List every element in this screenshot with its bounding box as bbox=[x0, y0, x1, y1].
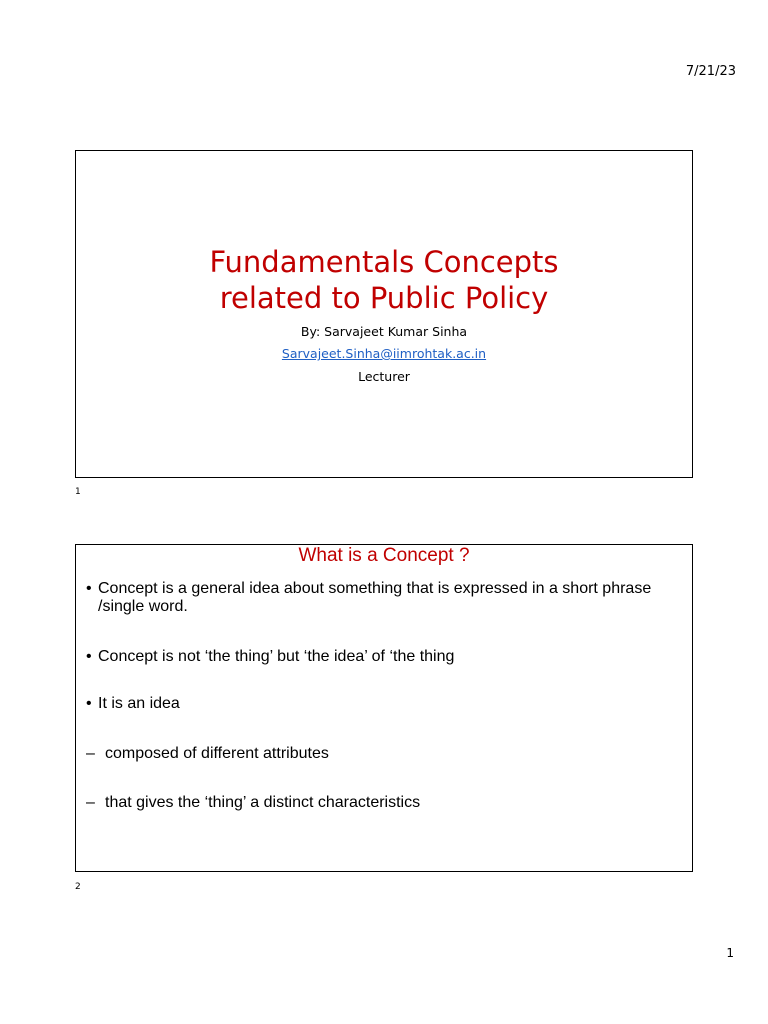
author-role: Lecturer bbox=[358, 369, 410, 384]
sub-item-text: composed of different attributes bbox=[105, 745, 329, 762]
slide-1-title bbox=[76, 244, 692, 316]
bullet-text: Concept is not ‘the thing’ but ‘the idea’ of ‘the thing bbox=[98, 648, 455, 665]
sub-item bbox=[86, 745, 672, 763]
bullet-text: Concept is a general idea about something that is expressed in a short phrase /single word. bbox=[98, 580, 652, 615]
bullet-marker: • bbox=[86, 648, 92, 665]
bullet-text: It is an idea bbox=[98, 695, 180, 712]
bullet-item bbox=[86, 695, 672, 713]
dash-marker: – bbox=[86, 794, 95, 811]
author-email-link[interactable]: Sarvajeet.Sinha@iimrohtak.ac.in bbox=[281, 346, 487, 361]
slide-1-title-line-1: Fundamentals Concepts bbox=[209, 245, 559, 279]
print-date: 7/21/23 bbox=[685, 64, 736, 79]
bullet-item bbox=[86, 580, 672, 616]
slide-1-number: 1 bbox=[75, 487, 81, 497]
sub-item-text: that gives the ‘thing’ a distinct characteristics bbox=[105, 794, 421, 811]
bullet-item bbox=[86, 648, 672, 666]
bullet-marker: • bbox=[86, 695, 92, 712]
slide-2-number: 2 bbox=[75, 882, 81, 892]
bullet-marker: • bbox=[86, 580, 92, 597]
sub-item bbox=[86, 794, 672, 812]
slide-1-title-line-2: related to Public Policy bbox=[219, 281, 549, 315]
slide-2-title: What is a Concept ? bbox=[298, 545, 470, 566]
page-number: 1 bbox=[726, 946, 734, 960]
slide-1 bbox=[75, 150, 693, 478]
author-line: By: Sarvajeet Kumar Sinha bbox=[300, 324, 468, 339]
slide-2 bbox=[75, 544, 693, 872]
dash-marker: – bbox=[86, 745, 95, 762]
